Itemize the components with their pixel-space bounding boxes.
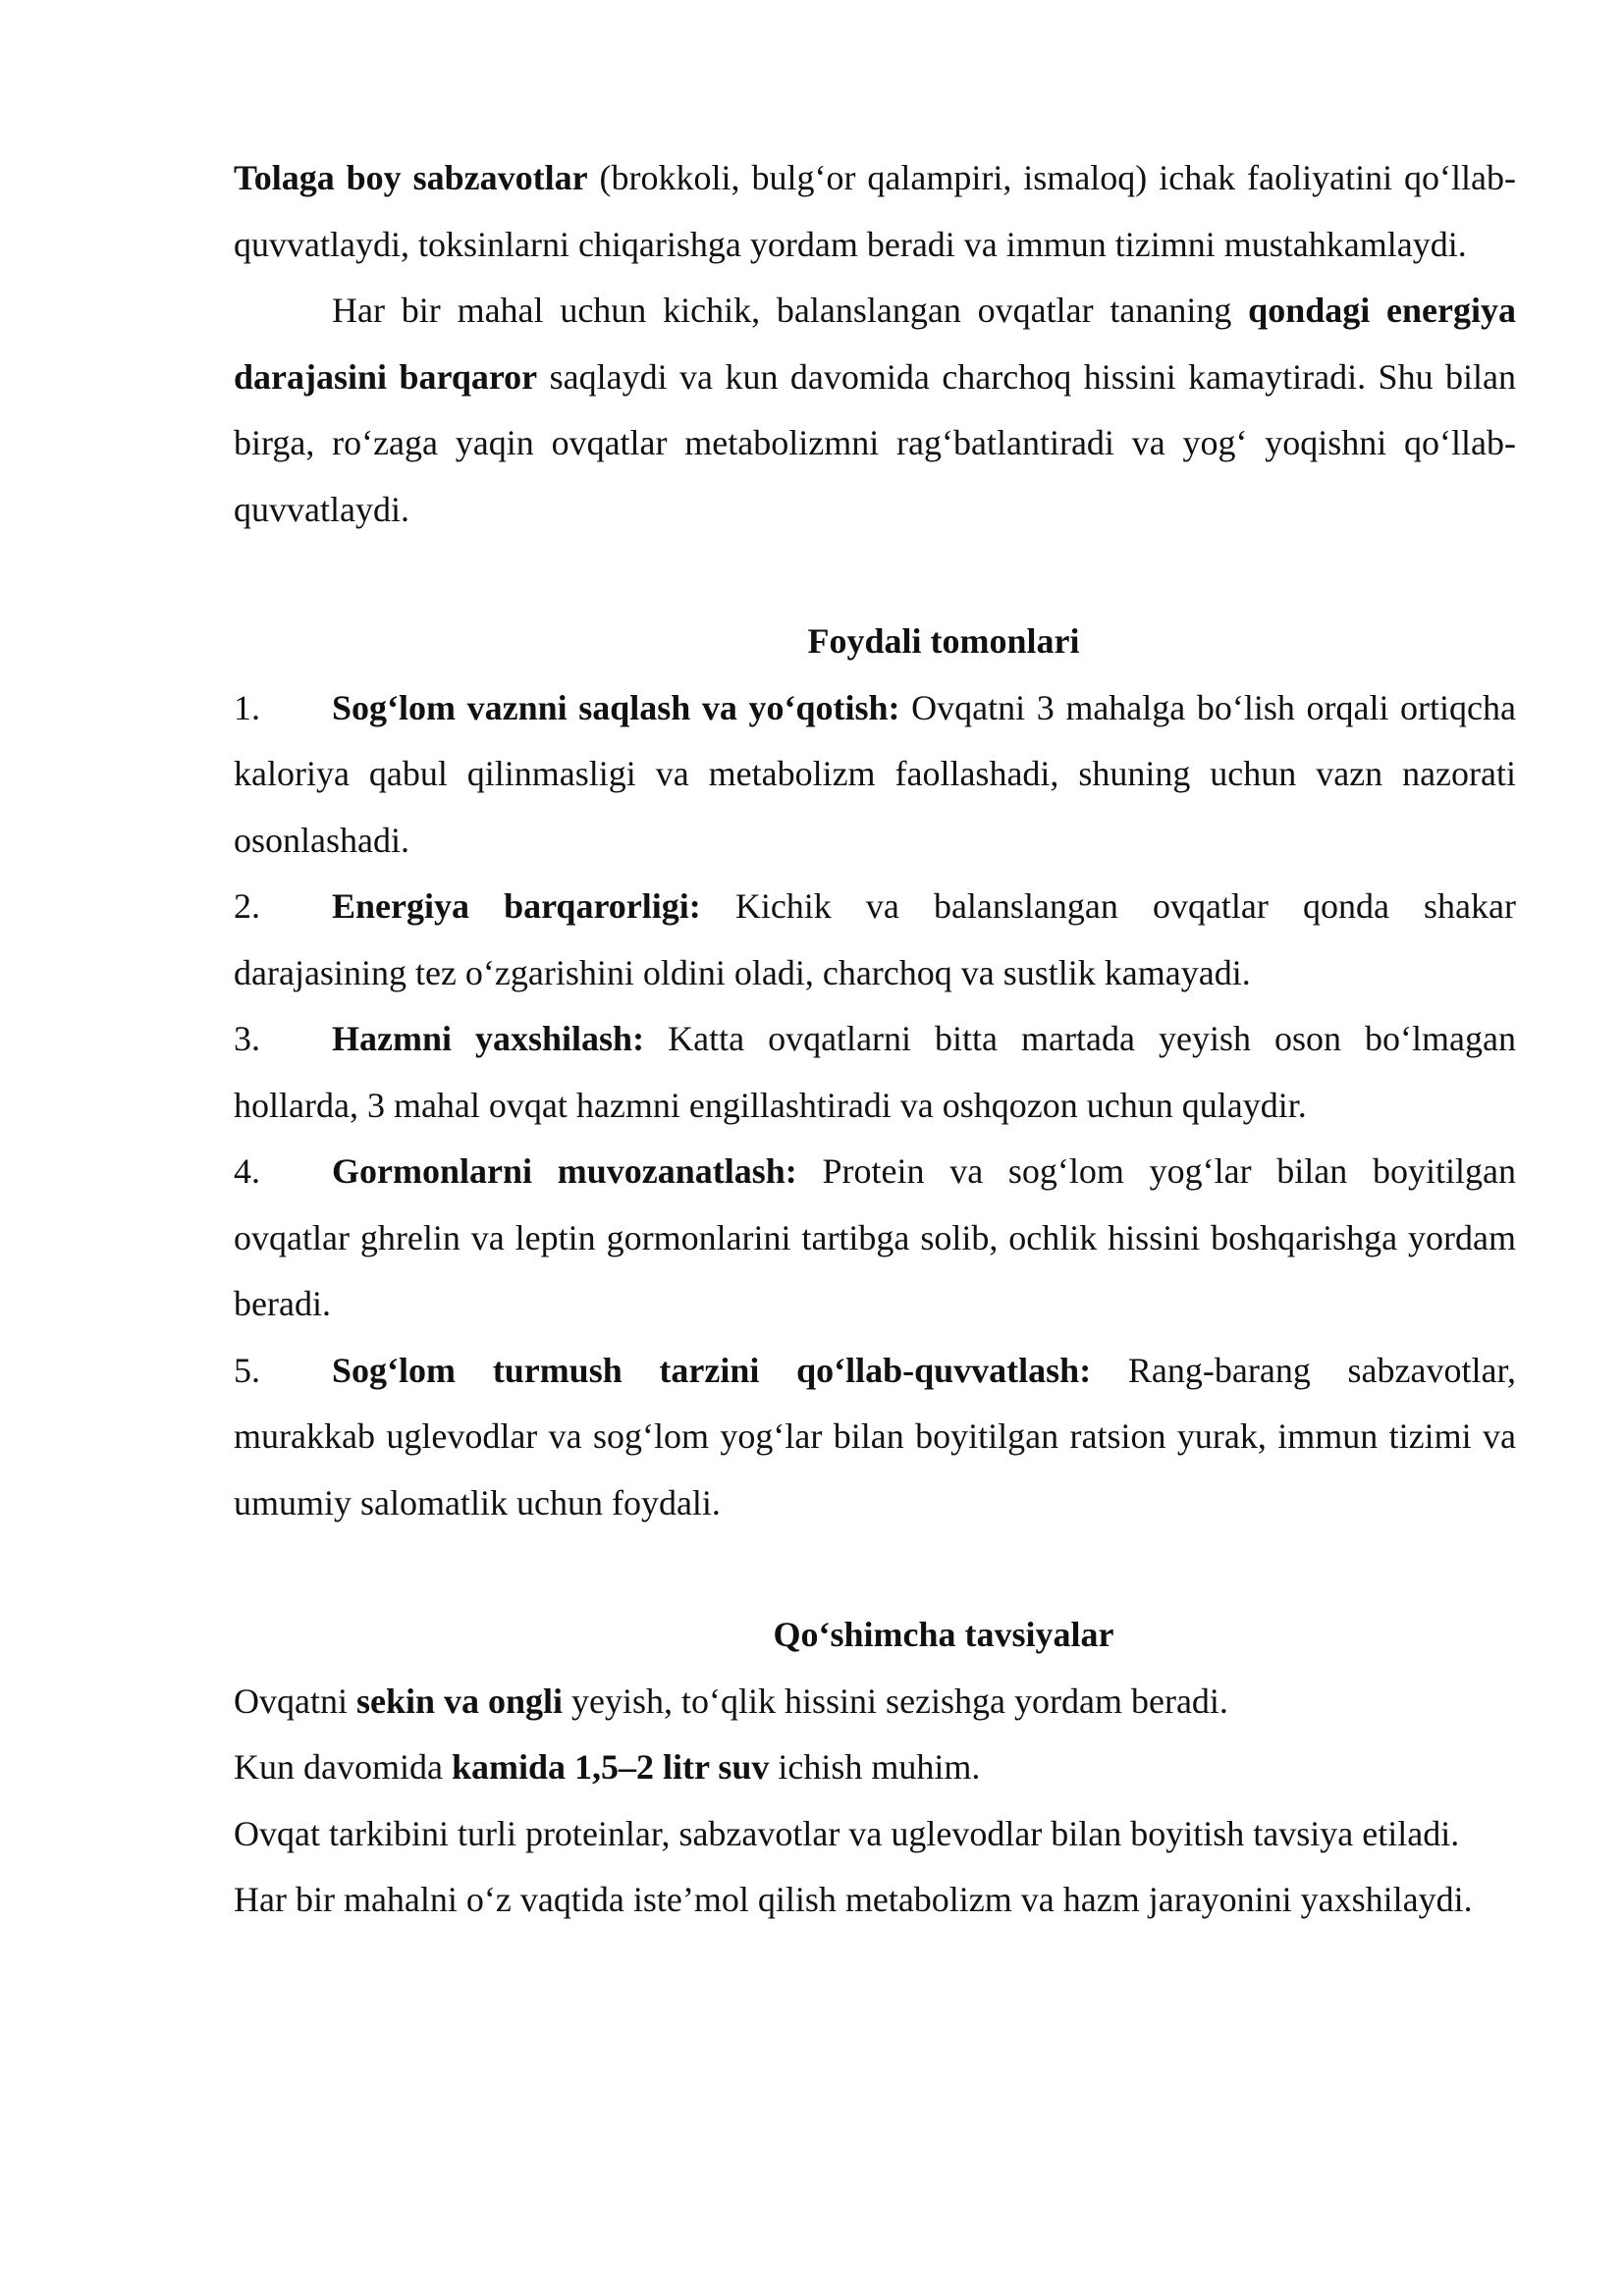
item-text: Protein va sog‘lom yog‘lar bilan boyitilgan ovqatlar ghrelin va leptin gormonlarini tartibga solib, ochlik hissini boshqarishga yordam beradi. — [234, 1151, 1517, 1323]
numbered-item — [234, 1338, 1516, 1537]
item-number: 4. — [234, 1151, 260, 1191]
item-text: Kichik va balanslangan ovqatlar qonda shakar darajasining tez o‘zgarishini oldini oladi, charchoq va sustlik kamayadi. — [234, 886, 1516, 992]
recommendation: Ovqat tarkibini turli proteinlar, sabzavotlar va uglevodlar bilan boyitish tavsiya etiladi. — [234, 1813, 1460, 1853]
paragraph-fiber: Tolaga boy sabzavotlar (brokkoli, bulg‘or qalampiri, ismaloq) ichak faoliyatini qo‘llab-quvvatlaydi, toksinlarni chiqarishga yordam beradi va immun tizimni mustahkamlaydi. — [234, 158, 1516, 264]
item-title: Hazmni yaxshilash: — [332, 1019, 645, 1058]
document-page — [234, 145, 1516, 1934]
item-number: 3. — [234, 1019, 260, 1058]
item-number: 5. — [234, 1350, 260, 1390]
bold-term: kamida 1,5–2 litr suv — [451, 1747, 770, 1787]
numbered-item — [234, 675, 1516, 875]
recommendation: Kun davomida kamida 1,5–2 litr suv ichish muhim. — [234, 1747, 981, 1787]
bold-term: Tolaga boy sabzavotlar — [234, 158, 588, 197]
item-text: Ovqatni 3 mahalga bo‘lish orqali ortiqcha kaloriya qabul qilinmasligi va metabolizm faollashadi, shuning uchun vazn nazorati osonlashadi. — [234, 687, 1517, 860]
recommendation: Har bir mahalni o‘z vaqtida iste’mol qilish metabolizm va hazm jarayonini yaxshilaydi. — [234, 1880, 1473, 1919]
numbered-item — [234, 874, 1516, 1006]
item-number: 2. — [234, 886, 260, 926]
bold-term: sekin va ongli — [355, 1681, 564, 1721]
item-text: Katta ovqatlarni bitta martada yeyish oson bo‘lmagan hollarda, 3 mahal ovqat hazmni engillashtiradi va oshqozon uchun qulaydir. — [234, 1019, 1516, 1125]
item-title: Gormonlarni muvozanatlash: — [332, 1151, 797, 1191]
item-text: Rang-barang sabzavotlar, murakkab uglevodlar va sog‘lom yog‘lar bilan boyitilgan ratsion yurak, immun tizimi va umumiy salomatlik uchun foydali. — [234, 1350, 1516, 1522]
numbered-item — [234, 1139, 1516, 1338]
paragraph-meals: Har bir mahal uchun kichik, balanslangan ovqatlar tananing qondagi energiya darajasini barqaror saqlaydi va kun davomida charchoq hissini kamaytiradi. Shu bilan birga, ro‘zaga yaqin ovqatlar metabolizmni rag‘batlantiradi va yog‘ yoqishni qo‘llab-quvvatlaydi. — [234, 291, 1517, 529]
numbered-item — [234, 1006, 1516, 1139]
item-number: 1. — [234, 687, 260, 727]
item-title: Sog‘lom vaznni saqlash va yo‘qotish: — [332, 687, 900, 727]
bold-term: qondagi energiya darajasini barqaror — [234, 291, 1517, 397]
section-heading-benefits: Foydali tomonlari — [807, 621, 1080, 661]
section-heading-recommendations: Qo‘shimcha tavsiyalar — [773, 1615, 1114, 1654]
item-title: Energiya barqarorligi: — [332, 886, 701, 926]
recommendation: Ovqatni sekin va ongli yeyish, to‘qlik hissini sezishga yordam beradi. — [234, 1681, 1228, 1721]
item-title: Sog‘lom turmush tarzini qo‘llab-quvvatlash: — [332, 1350, 1092, 1390]
